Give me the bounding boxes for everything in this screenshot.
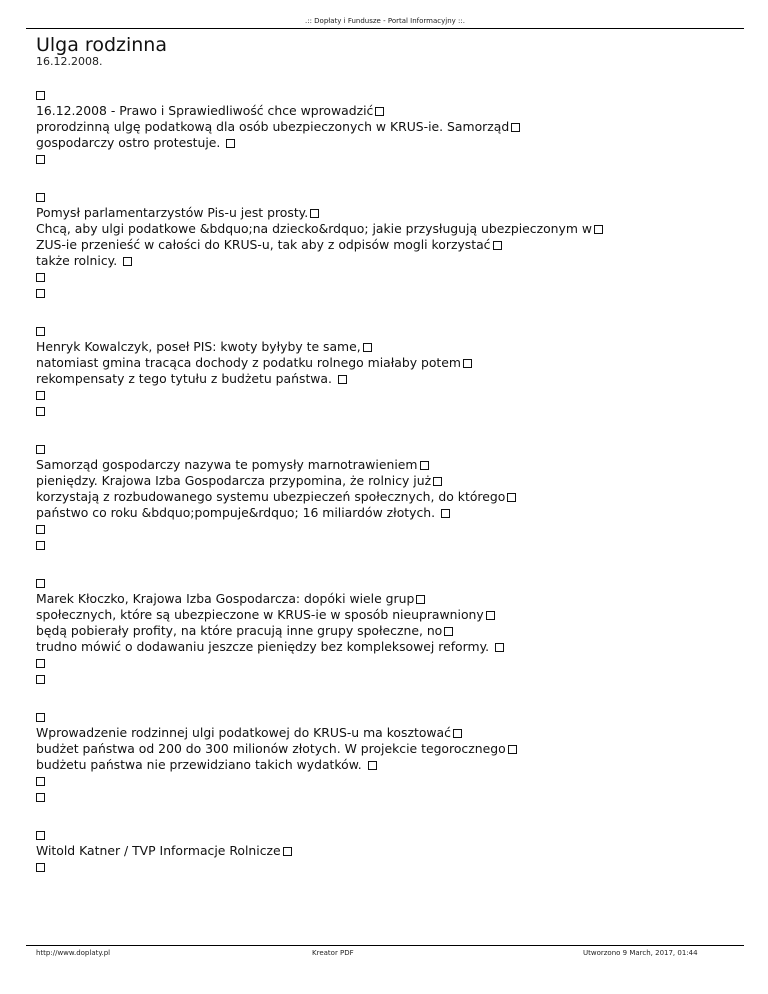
missing-glyph-icon — [511, 123, 520, 132]
footer-generator: Kreator PDF — [312, 949, 354, 957]
line-text: Pomysł parlamentarzystów Pis-u jest prosty. — [36, 205, 309, 220]
article-paragraph — [36, 827, 736, 875]
line-text: Witold Katner / TVP Informacje Rolnicze — [36, 843, 281, 858]
missing-glyph-icon — [495, 643, 504, 652]
missing-glyph-icon — [283, 847, 292, 856]
paragraph-line — [36, 639, 736, 655]
missing-glyph-icon — [375, 107, 384, 116]
missing-glyph-icon — [36, 273, 45, 282]
missing-glyph-icon — [508, 745, 517, 754]
paragraph-line — [36, 575, 736, 591]
header-divider — [26, 28, 744, 29]
paragraph-line — [36, 135, 736, 151]
paragraph-line — [36, 709, 736, 725]
missing-glyph-icon — [36, 525, 45, 534]
missing-glyph-icon — [36, 91, 45, 100]
paragraph-line — [36, 505, 736, 521]
line-text: gospodarczy ostro protestuje. — [36, 135, 225, 150]
missing-glyph-icon — [36, 155, 45, 164]
missing-glyph-icon — [36, 675, 45, 684]
paragraph-line — [36, 323, 736, 339]
paragraph-line — [36, 103, 736, 119]
missing-glyph-icon — [36, 579, 45, 588]
paragraph-line — [36, 371, 736, 387]
line-text: Chcą, aby ulgi podatkowe &bdquo;na dziecko&rdquo; jakie przysługują ubezpieczonym w — [36, 221, 592, 236]
paragraph-line — [36, 151, 736, 167]
missing-glyph-icon — [123, 257, 132, 266]
missing-glyph-icon — [507, 493, 516, 502]
paragraph-line — [36, 285, 736, 301]
paragraph-line — [36, 119, 736, 135]
paragraph-line — [36, 671, 736, 687]
paragraph-line — [36, 87, 736, 103]
paragraph-line — [36, 843, 736, 859]
paragraph-line — [36, 237, 736, 253]
missing-glyph-icon — [486, 611, 495, 620]
paragraph-line — [36, 521, 736, 537]
line-text: Henryk Kowalczyk, poseł PIS: kwoty byłyby te same, — [36, 339, 361, 354]
missing-glyph-icon — [363, 343, 372, 352]
article-paragraph — [36, 189, 736, 301]
line-text: Marek Kłoczko, Krajowa Izba Gospodarcza: dopóki wiele grup — [36, 591, 415, 606]
missing-glyph-icon — [493, 241, 502, 250]
missing-glyph-icon — [36, 541, 45, 550]
paragraph-line — [36, 741, 736, 757]
line-text: także rolnicy. — [36, 253, 122, 268]
paragraph-line — [36, 773, 736, 789]
line-text: trudno mówić o dodawaniu jeszcze pieniędzy bez kompleksowej reformy. — [36, 639, 494, 654]
paragraph-line — [36, 473, 736, 489]
paragraph-line — [36, 655, 736, 671]
paragraph-line — [36, 339, 736, 355]
missing-glyph-icon — [338, 375, 347, 384]
missing-glyph-icon — [226, 139, 235, 148]
paragraph-line — [36, 623, 736, 639]
article-paragraph — [36, 709, 736, 805]
article-title: Ulga rodzinna — [36, 34, 167, 56]
paragraph-line — [36, 489, 736, 505]
missing-glyph-icon — [36, 831, 45, 840]
paragraph-line — [36, 269, 736, 285]
missing-glyph-icon — [36, 193, 45, 202]
site-header-title: .:: Dopłaty i Fundusze - Portal Informacyjny ::. — [305, 17, 465, 25]
missing-glyph-icon — [433, 477, 442, 486]
line-text: społecznych, które są ubezpieczone w KRUS-ie w sposób nieuprawniony — [36, 607, 484, 622]
article-date: 16.12.2008. — [36, 55, 103, 68]
missing-glyph-icon — [36, 659, 45, 668]
line-text: korzystają z rozbudowanego systemu ubezpieczeń społecznych, do którego — [36, 489, 506, 504]
line-text: Wprowadzenie rodzinnej ulgi podatkowej do KRUS-u ma kosztować — [36, 725, 451, 740]
missing-glyph-icon — [36, 713, 45, 722]
line-text: państwo co roku &bdquo;pompuje&rdquo; 16 miliardów złotych. — [36, 505, 440, 520]
paragraph-line — [36, 457, 736, 473]
article-paragraph — [36, 323, 736, 419]
missing-glyph-icon — [36, 777, 45, 786]
missing-glyph-icon — [444, 627, 453, 636]
paragraph-line — [36, 387, 736, 403]
missing-glyph-icon — [36, 289, 45, 298]
missing-glyph-icon — [420, 461, 429, 470]
line-text: natomiast gmina tracąca dochody z podatku rolnego miałaby potem — [36, 355, 461, 370]
paragraph-line — [36, 591, 736, 607]
missing-glyph-icon — [463, 359, 472, 368]
line-text: prorodzinną ulgę podatkową dla osób ubezpieczonych w KRUS-ie. Samorząd — [36, 119, 510, 134]
missing-glyph-icon — [453, 729, 462, 738]
paragraph-line — [36, 537, 736, 553]
missing-glyph-icon — [416, 595, 425, 604]
paragraph-line — [36, 789, 736, 805]
missing-glyph-icon — [36, 863, 45, 872]
paragraph-line — [36, 189, 736, 205]
line-text: budżetu państwa nie przewidziano takich wydatków. — [36, 757, 366, 772]
missing-glyph-icon — [36, 445, 45, 454]
missing-glyph-icon — [368, 761, 377, 770]
paragraph-line — [36, 859, 736, 875]
missing-glyph-icon — [36, 407, 45, 416]
paragraph-line — [36, 221, 736, 237]
article-paragraph — [36, 575, 736, 687]
paragraph-line — [36, 403, 736, 419]
missing-glyph-icon — [310, 209, 319, 218]
line-text: 16.12.2008 - Prawo i Sprawiedliwość chce wprowadzić — [36, 103, 374, 118]
line-text: rekompensaty z tego tytułu z budżetu państwa. — [36, 371, 336, 386]
missing-glyph-icon — [36, 793, 45, 802]
paragraph-line — [36, 827, 736, 843]
footer-url: http://www.doplaty.pl — [36, 949, 111, 957]
footer-created: Utworzono 9 March, 2017, 01:44 — [583, 949, 698, 957]
line-text: będą pobierały profity, na które pracują inne grupy społeczne, no — [36, 623, 443, 638]
missing-glyph-icon — [594, 225, 603, 234]
footer-divider — [26, 945, 744, 946]
paragraph-line — [36, 205, 736, 221]
line-text: budżet państwa od 200 do 300 milionów złotych. W projekcie tegorocznego — [36, 741, 506, 756]
paragraph-line — [36, 441, 736, 457]
paragraph-line — [36, 757, 736, 773]
line-text: Samorząd gospodarczy nazywa te pomysły marnotrawieniem — [36, 457, 418, 472]
line-text: ZUS-ie przenieść w całości do KRUS-u, tak aby z odpisów mogli korzystać — [36, 237, 491, 252]
paragraph-line — [36, 725, 736, 741]
article-paragraph — [36, 87, 736, 167]
paragraph-line — [36, 607, 736, 623]
missing-glyph-icon — [441, 509, 450, 518]
missing-glyph-icon — [36, 327, 45, 336]
missing-glyph-icon — [36, 391, 45, 400]
article-paragraph — [36, 441, 736, 553]
line-text: pieniędzy. Krajowa Izba Gospodarcza przypomina, że rolnicy już — [36, 473, 432, 488]
article-body — [36, 87, 736, 897]
paragraph-line — [36, 253, 736, 269]
paragraph-line — [36, 355, 736, 371]
